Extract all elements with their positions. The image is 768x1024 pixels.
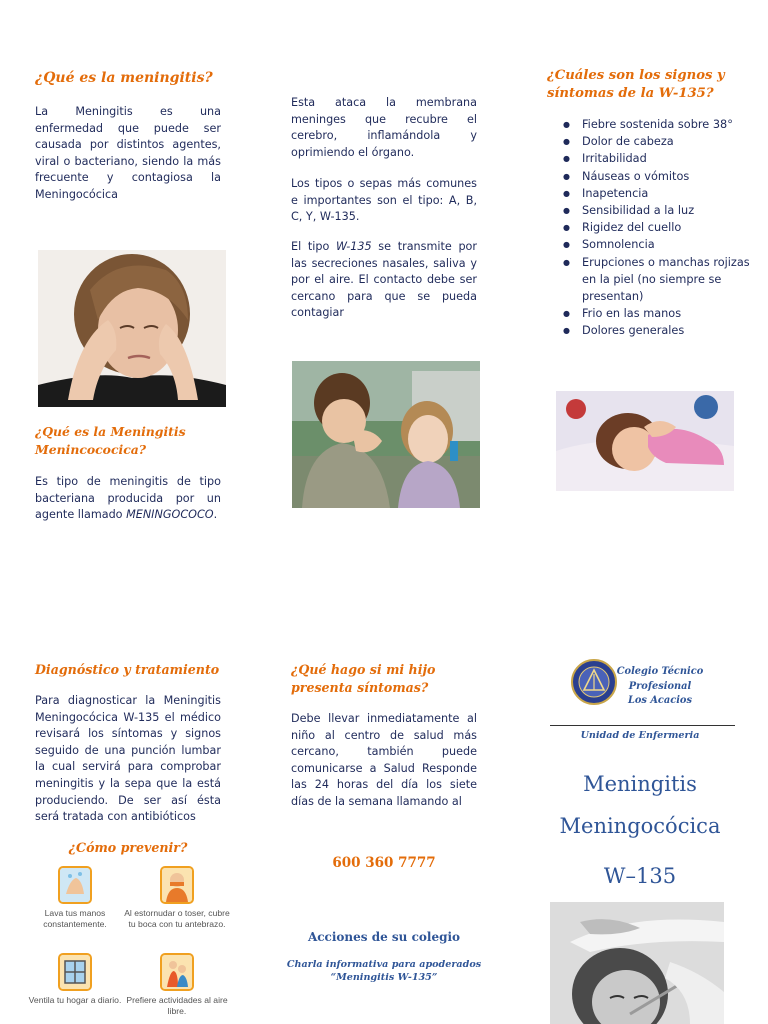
paragraph-transmision bbox=[291, 239, 477, 322]
paragraph-meningococo-text: Es tipo de meningitis de tipo bacteriana producida por un agente llamado bbox=[35, 475, 221, 522]
school-seal-logo bbox=[571, 659, 617, 705]
transmision-text-c: se transmite por las secreciones nasales, saliva y por el aire. El contacto debe ser cercano para que se pueda contagiar bbox=[291, 240, 477, 320]
school-name-line-2: Profesional bbox=[628, 680, 692, 692]
symptom-item: ● Inapetencia bbox=[563, 185, 763, 202]
paragraph-meningitis-intro: La Meningitis es una enfermedad que puede ser causada por distintos agentes, viral o bacteriano, siendo la más frecuente y contagiosa la Meningocócica bbox=[35, 105, 221, 201]
symptom-item: ● Rigidez del cuello bbox=[563, 219, 763, 236]
school-name-line-1: Colegio Técnico bbox=[616, 666, 704, 677]
prevent-cover-mouth bbox=[122, 866, 232, 930]
symptom-item: ● Náuseas o vómitos bbox=[563, 168, 763, 185]
paragraph-meningococo bbox=[35, 474, 221, 524]
paragraph-que-hacer: Debe llevar inmediatamente al niño al centro de salud más cercano, también puede comunicarse a Salud Responde las 24 horas del día los siete días de la semana llamando al bbox=[291, 712, 477, 808]
symptom-item: ● Sensibilidad a la luz bbox=[563, 202, 763, 219]
symptom-item: ● Somnolencia bbox=[563, 236, 763, 253]
prevent-label: Lava tus manos constantemente. bbox=[43, 908, 107, 929]
heading-como-prevenir: ¿Cómo prevenir? bbox=[68, 840, 188, 855]
heading-que-es-menincococica: ¿Qué es la Meningitis Menincococica? bbox=[35, 424, 186, 457]
school-name bbox=[614, 665, 706, 709]
wash-hands-icon bbox=[58, 866, 92, 904]
symptoms-list bbox=[563, 116, 763, 340]
sick-child-in-bed-photo bbox=[556, 391, 734, 491]
sneeze-cover-icon bbox=[160, 866, 194, 904]
cover-title-meningococica: Meningocócica bbox=[559, 814, 721, 838]
acciones-colegio: Acciones de su colegio bbox=[307, 930, 461, 944]
cover-title-meningitis: Meningitis bbox=[583, 772, 697, 796]
prevent-label: Al estornudar o toser, cubre tu boca con tu antebrazo. bbox=[124, 908, 230, 929]
window-icon bbox=[58, 953, 92, 991]
children-sneezing-photo bbox=[292, 361, 480, 508]
transmision-text-a: El tipo bbox=[291, 240, 337, 253]
paragraph-tipos-sepas: Los tipos o sepas más comunes e importantes son el tipo: A, B, C, Y, W-135. bbox=[291, 177, 477, 224]
cover-title-w135: W–135 bbox=[603, 864, 677, 888]
prevent-outdoor bbox=[122, 953, 232, 1017]
paragraph-membrana: Esta ataca la membrana meninges que recubre el cerebro, inflamándola y oprimiendo el órgano. bbox=[291, 96, 477, 159]
symptom-item: ● Dolores generales bbox=[563, 322, 763, 339]
prevent-wash-hands bbox=[20, 866, 130, 930]
divider-line bbox=[550, 725, 735, 726]
unidad-enfermeria: Unidad de Enfermeria bbox=[580, 730, 700, 741]
symptom-item: ● Dolor de cabeza bbox=[563, 133, 763, 150]
charla-line-2: “Meningitis W-135” bbox=[330, 972, 438, 983]
prevent-ventilate bbox=[20, 953, 130, 1006]
paragraph-meningococo-end: . bbox=[213, 508, 218, 522]
symptom-item: ● Erupciones o manchas rojizas en la piel (no siempre se presentan) bbox=[563, 254, 763, 306]
meningococo-term: MENINGOCOCO bbox=[126, 508, 214, 522]
woman-headache-photo bbox=[38, 250, 226, 407]
outdoor-activity-icon bbox=[160, 953, 194, 991]
heading-que-es-meningitis: ¿Qué es la meningitis? bbox=[35, 70, 213, 86]
charla-informativa bbox=[281, 958, 487, 984]
heading-signos-sintomas: ¿Cuáles son los signos y síntomas de la W-135? bbox=[547, 68, 725, 101]
charla-line-1: Charla informativa para apoderados bbox=[286, 959, 482, 970]
transmision-type: W-135 bbox=[336, 240, 372, 253]
heading-que-hago: ¿Qué hago si mi hijo presenta síntomas? bbox=[291, 662, 436, 695]
child-thermometer-photo bbox=[550, 902, 724, 1024]
heading-diagnostico: Diagnóstico y tratamiento bbox=[35, 662, 220, 677]
prevent-label: Ventila tu hogar a diario. bbox=[28, 995, 122, 1005]
symptom-item: ● Fiebre sostenida sobre 38° bbox=[563, 116, 763, 133]
phone-number: 600 360 7777 bbox=[332, 855, 436, 871]
prevent-label: Prefiere actividades al aire libre. bbox=[126, 995, 228, 1016]
school-name-line-3: Los Acacios bbox=[627, 695, 692, 706]
symptom-item: ● Frio en las manos bbox=[563, 305, 763, 322]
symptom-item: ● Irritabilidad bbox=[563, 150, 763, 167]
paragraph-diagnostico: Para diagnosticar la Meningitis Meningocócica W-135 el médico revisará los síntomas y signos seguido de una punción lumbar la cual servirá para comprobar meningitis y la sepa que la está produciendo. De ser así ésta será tratada con antibióticos bbox=[35, 694, 221, 824]
